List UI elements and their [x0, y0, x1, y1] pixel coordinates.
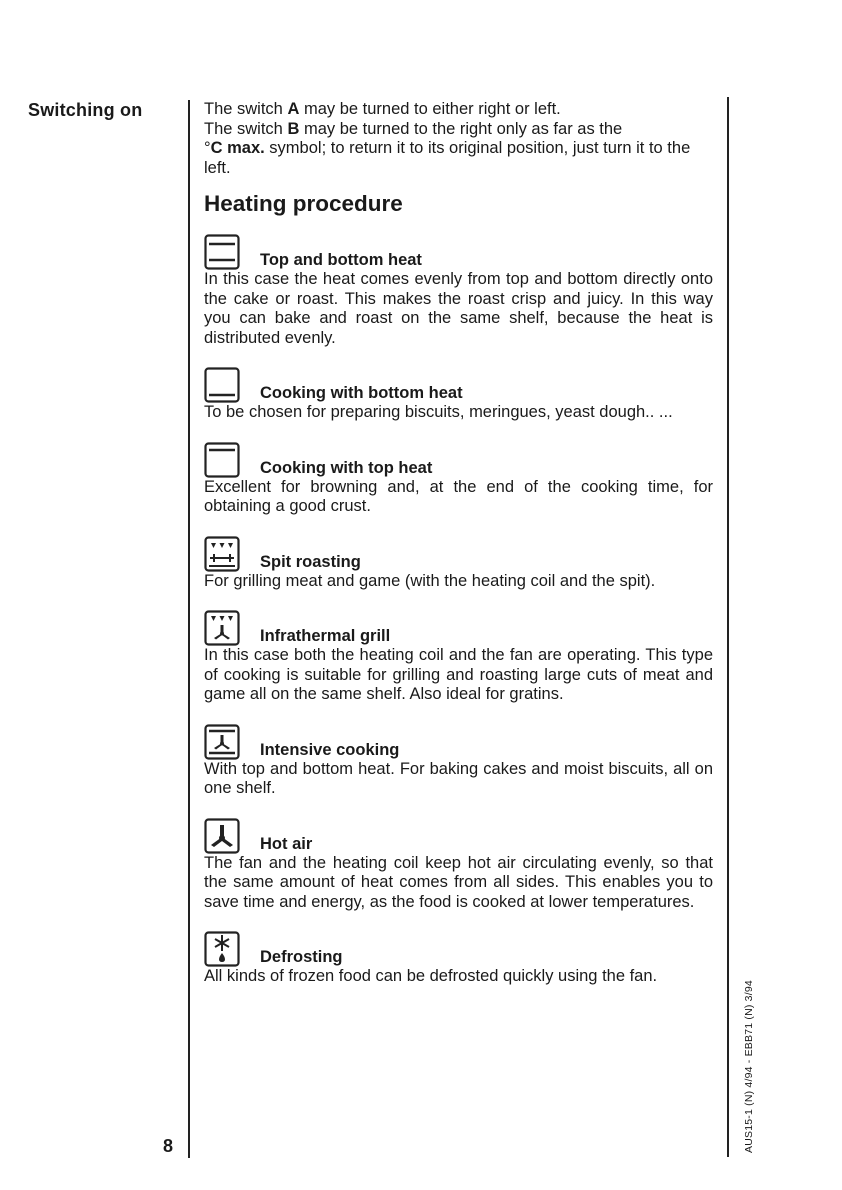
intro-paragraph: The switch A may be turned to either right or left. The switch B may be turned to the right only as far as the °C max. symbol; to return it to its original position, just turn it to the left.: [204, 100, 691, 177]
bottom-heat-icon: [204, 367, 240, 403]
section-title: Heating procedure: [204, 191, 403, 216]
mode-description: For grilling meat and game (with the heating coil and the spit).: [204, 571, 656, 590]
mode-description: Excellent for browning and, at the end of the cooking time, for obtaining a good crust.: [204, 477, 713, 515]
mode-top-bottom-heat: [204, 228, 713, 348]
spit-roasting-icon: [204, 536, 240, 572]
mode-title: Intensive cooking: [260, 740, 400, 759]
mode-title: Spit roasting: [260, 552, 361, 571]
side-heading: Switching on: [28, 100, 143, 120]
mode-description: In this case both the heating coil and the fan are operating. This type of cooking is suitable for grilling and roasting large cuts of meat and game all on the same shelf. Also ideal for gratins.: [204, 646, 713, 703]
mode-bottom-heat: [204, 361, 713, 423]
mode-defrosting: [204, 925, 713, 987]
left-divider: [188, 100, 190, 1158]
intensive-cooking-icon: [204, 724, 240, 760]
top-heat-icon: [204, 442, 240, 478]
mode-title: Hot air: [260, 834, 313, 853]
mode-infrathermal-grill: [204, 604, 713, 705]
main-content: [204, 100, 713, 1000]
mode-title: Cooking with top heat: [260, 458, 433, 477]
mode-intensive-cooking: [204, 718, 713, 799]
mode-description: To be chosen for preparing biscuits, meringues, yeast dough.. ...: [204, 403, 673, 421]
mode-spit-roasting: [204, 530, 713, 592]
top-bottom-heat-icon: [204, 234, 240, 270]
page-number: 8: [163, 1136, 174, 1156]
hot-air-icon: [204, 818, 240, 854]
mode-description: The fan and the heating coil keep hot air circulating evenly, so that the same amount of heat comes from all sides. This enables you to save time and energy, as the food is cooked at lower temperatures.: [204, 853, 713, 911]
right-divider: [727, 97, 729, 1157]
mode-description: With top and bottom heat. For baking cakes and moist biscuits, all on one shelf.: [204, 759, 713, 797]
document-code: AUS15-1 (N) 4/94 - EBB71 (N) 3/94: [743, 980, 755, 1153]
mode-title: Infrathermal grill: [260, 627, 391, 645]
mode-description: All kinds of frozen food can be defrosted quickly using the fan.: [204, 967, 658, 985]
mode-title: Cooking with bottom heat: [260, 384, 463, 402]
defrosting-icon: [204, 931, 240, 967]
mode-title: Top and bottom heat: [260, 251, 422, 269]
mode-description: In this case the heat comes evenly from top and bottom directly onto the cake or roast. This makes the roast crisp and juicy. In this way you can bake and roast on the same shelf, because the heat is distributed evenly.: [204, 270, 713, 347]
mode-top-heat: [204, 436, 713, 517]
mode-hot-air: [204, 812, 713, 913]
mode-title: Defrosting: [260, 948, 343, 966]
infrathermal-grill-icon: [204, 610, 240, 646]
